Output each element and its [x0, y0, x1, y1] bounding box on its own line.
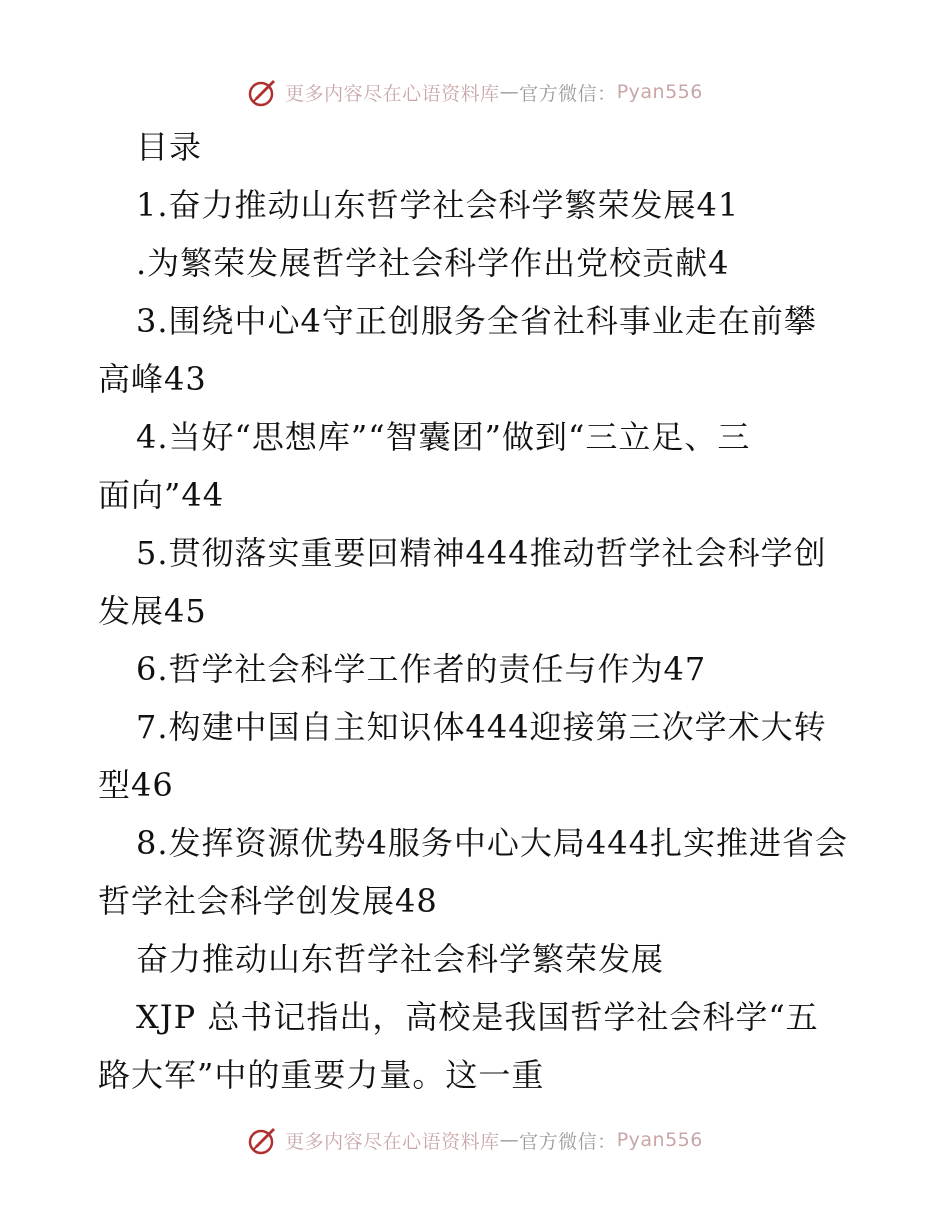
watermark-separator: — — [499, 81, 520, 103]
toc-entry-2: .为繁荣发展哲学社会科学作出党校贡献4 — [136, 244, 730, 282]
toc-entry-3: 3.围绕中心4守正创服务全省社科事业走在前攀 — [136, 302, 817, 340]
watermark-site-text: 更多内容尽在心语资料库 — [285, 82, 500, 105]
toc-entry-7-continued: 型46 — [98, 766, 174, 804]
body-paragraph-line-2: 路大军”中的重要力量。这一重 — [98, 1056, 545, 1094]
watermark-banner-top — [0, 70, 950, 114]
body-paragraph-line-1: XJP 总书记指出，高校是我国哲学社会科学“五 — [136, 998, 819, 1036]
toc-entry-8: 8.发挥资源优势4服务中心大局444扎实推进省会 — [136, 824, 848, 862]
watermark-wechat-id: Pyan556 — [616, 81, 703, 103]
toc-entry-3-continued: 高峰43 — [98, 360, 207, 398]
toc-title: 目录 — [136, 128, 203, 166]
toc-entry-7: 7.构建中国自主知识体444迎接第三次学术大转 — [136, 708, 827, 746]
watermark-site-text: 更多内容尽在心语资料库 — [285, 1130, 500, 1153]
watermark-wechat-label: 官方微信： — [519, 82, 617, 105]
section-heading: 奋力推动山东哲学社会科学繁荣发展 — [136, 940, 665, 978]
toc-entry-8-continued: 哲学社会科学创发展48 — [98, 882, 438, 920]
watermark-wechat-label: 官方微信： — [519, 1130, 617, 1153]
toc-entry-6: 6.哲学社会科学工作者的责任与作为47 — [136, 650, 707, 688]
toc-entry-4: 4.当好“思想库”“智囊团”做到“三立足、三 — [136, 418, 751, 456]
toc-entry-5-continued: 发展45 — [98, 592, 207, 630]
quill-logo-icon — [247, 76, 279, 108]
watermark-separator: — — [499, 1129, 520, 1151]
quill-logo-icon — [247, 1124, 279, 1156]
document-body — [98, 118, 858, 1104]
toc-entry-5: 5.贯彻落实重要回精神444推动哲学社会科学创 — [136, 534, 827, 572]
toc-entry-4-continued: 面向”44 — [98, 476, 225, 514]
toc-entry-1: 1.奋力推动山东哲学社会科学繁荣发展41 — [136, 186, 740, 224]
watermark-banner-bottom — [0, 1118, 950, 1162]
watermark-wechat-id: Pyan556 — [616, 1129, 703, 1151]
